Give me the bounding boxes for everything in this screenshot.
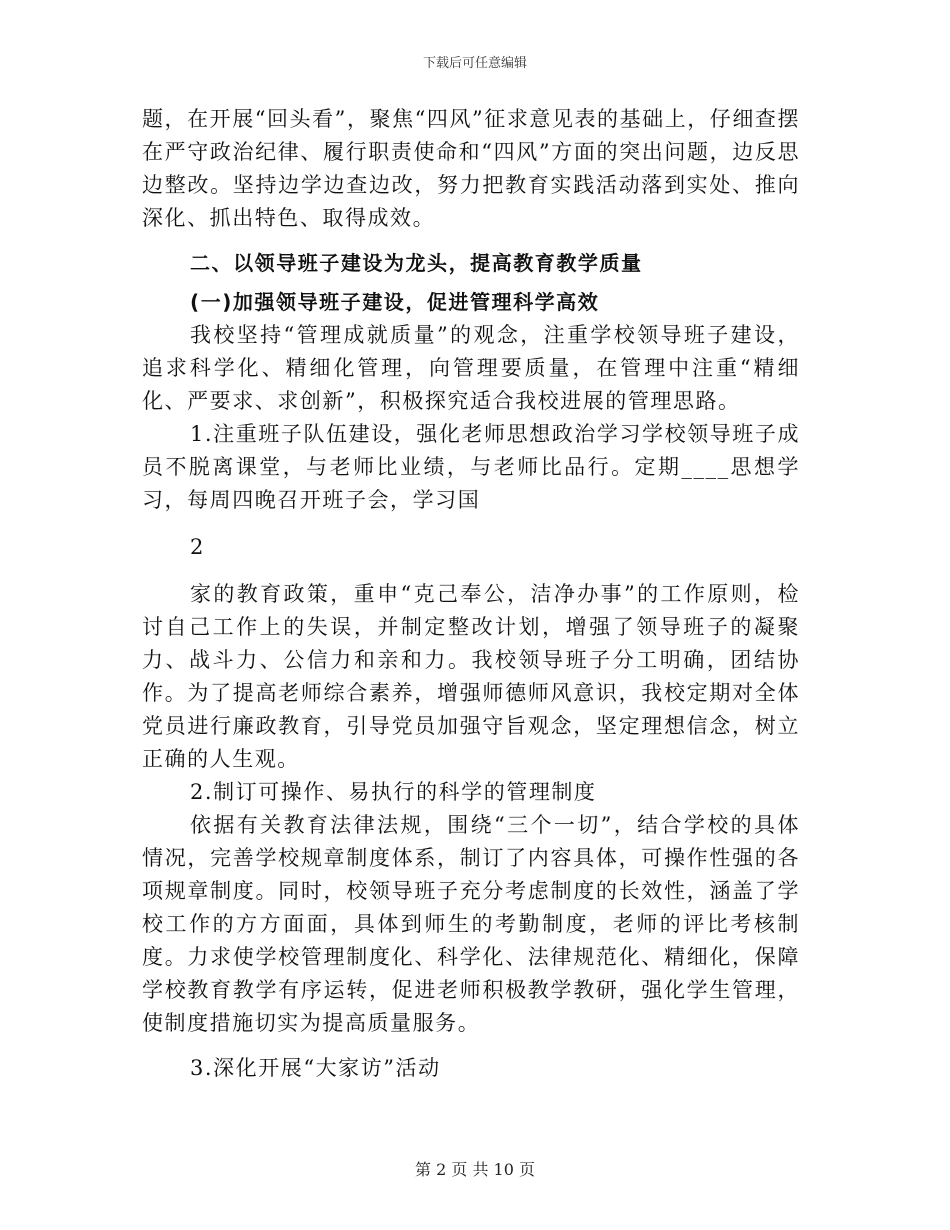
- page-marker: 2: [190, 535, 205, 559]
- paragraph-policy: 家的教育政策，重申“克己奉公，洁净办事”的工作原则，检讨自己工作上的失误，并制定整改计划，增强了领导班子的凝聚力、战斗力、公信力和亲和力。我校领导班子分工明确，团结协作。为了提高老师综合素养，增强师德师风意识，我校定期对全体党员进行廉政教育，引导党员加强守旨观念，坚定理想信念，树立正确的人生观。: [142, 582, 800, 771]
- paragraph-management: 我校坚持“管理成就质量”的观念，注重学校领导班子建设，追求科学化、精细化管理，向管理要质量，在管理中注重“精细化、严要求、求创新”，积极探究适合我校进展的管理思路。: [142, 323, 800, 413]
- list-item-3: 3.深化开展“大家访”活动: [190, 1056, 441, 1080]
- section-heading: 二、以领导班子建设为龙头，提高教育教学质量: [190, 251, 643, 275]
- list-item-2: 2.制订可操作、易执行的科学的管理制度: [190, 780, 597, 804]
- document-body: [142, 103, 800, 1085]
- subsection-heading: (一)加强领导班子建设，促进管理科学高效: [190, 290, 600, 314]
- list-item-1: 1.注重班子队伍建设，强化老师思想政治学习学校领导班子成员不脱离课堂，与老师比业绩，与老师比品行。定期____思想学习，每周四晚召开班子会，学习国: [142, 422, 800, 512]
- paragraph-continuation: 题，在开展“回头看”，聚焦“四风”征求意见表的基础上，仔细查摆在严守政治纪律、履行职责使命和“四风”方面的突出问题，边反思边整改。坚持边学边查边改，努力把教育实践活动落到实处、推向深化、抓出特色、取得成效。: [142, 107, 800, 230]
- page-header: 下载后可任意编辑: [422, 56, 527, 71]
- page-footer: 第 2 页 共 10 页: [415, 1160, 535, 1179]
- paragraph-regulations: 依据有关教育法律法规，围绕“三个一切”，结合学校的具体情况，完善学校规章制度体系，制订了内容具体，可操作性强的各项规章制度。同时，校领导班子充分考虑制度的长效性，涵盖了学校工作的方方面面，具体到师生的考勤制度，老师的评比考核制度。力求使学校管理制度化、科学化、法律规范化、精细化，保障学校教育教学有序运转，促进老师积极教学教研，强化学生管理，使制度措施切实为提高质量服务。: [142, 813, 800, 1035]
